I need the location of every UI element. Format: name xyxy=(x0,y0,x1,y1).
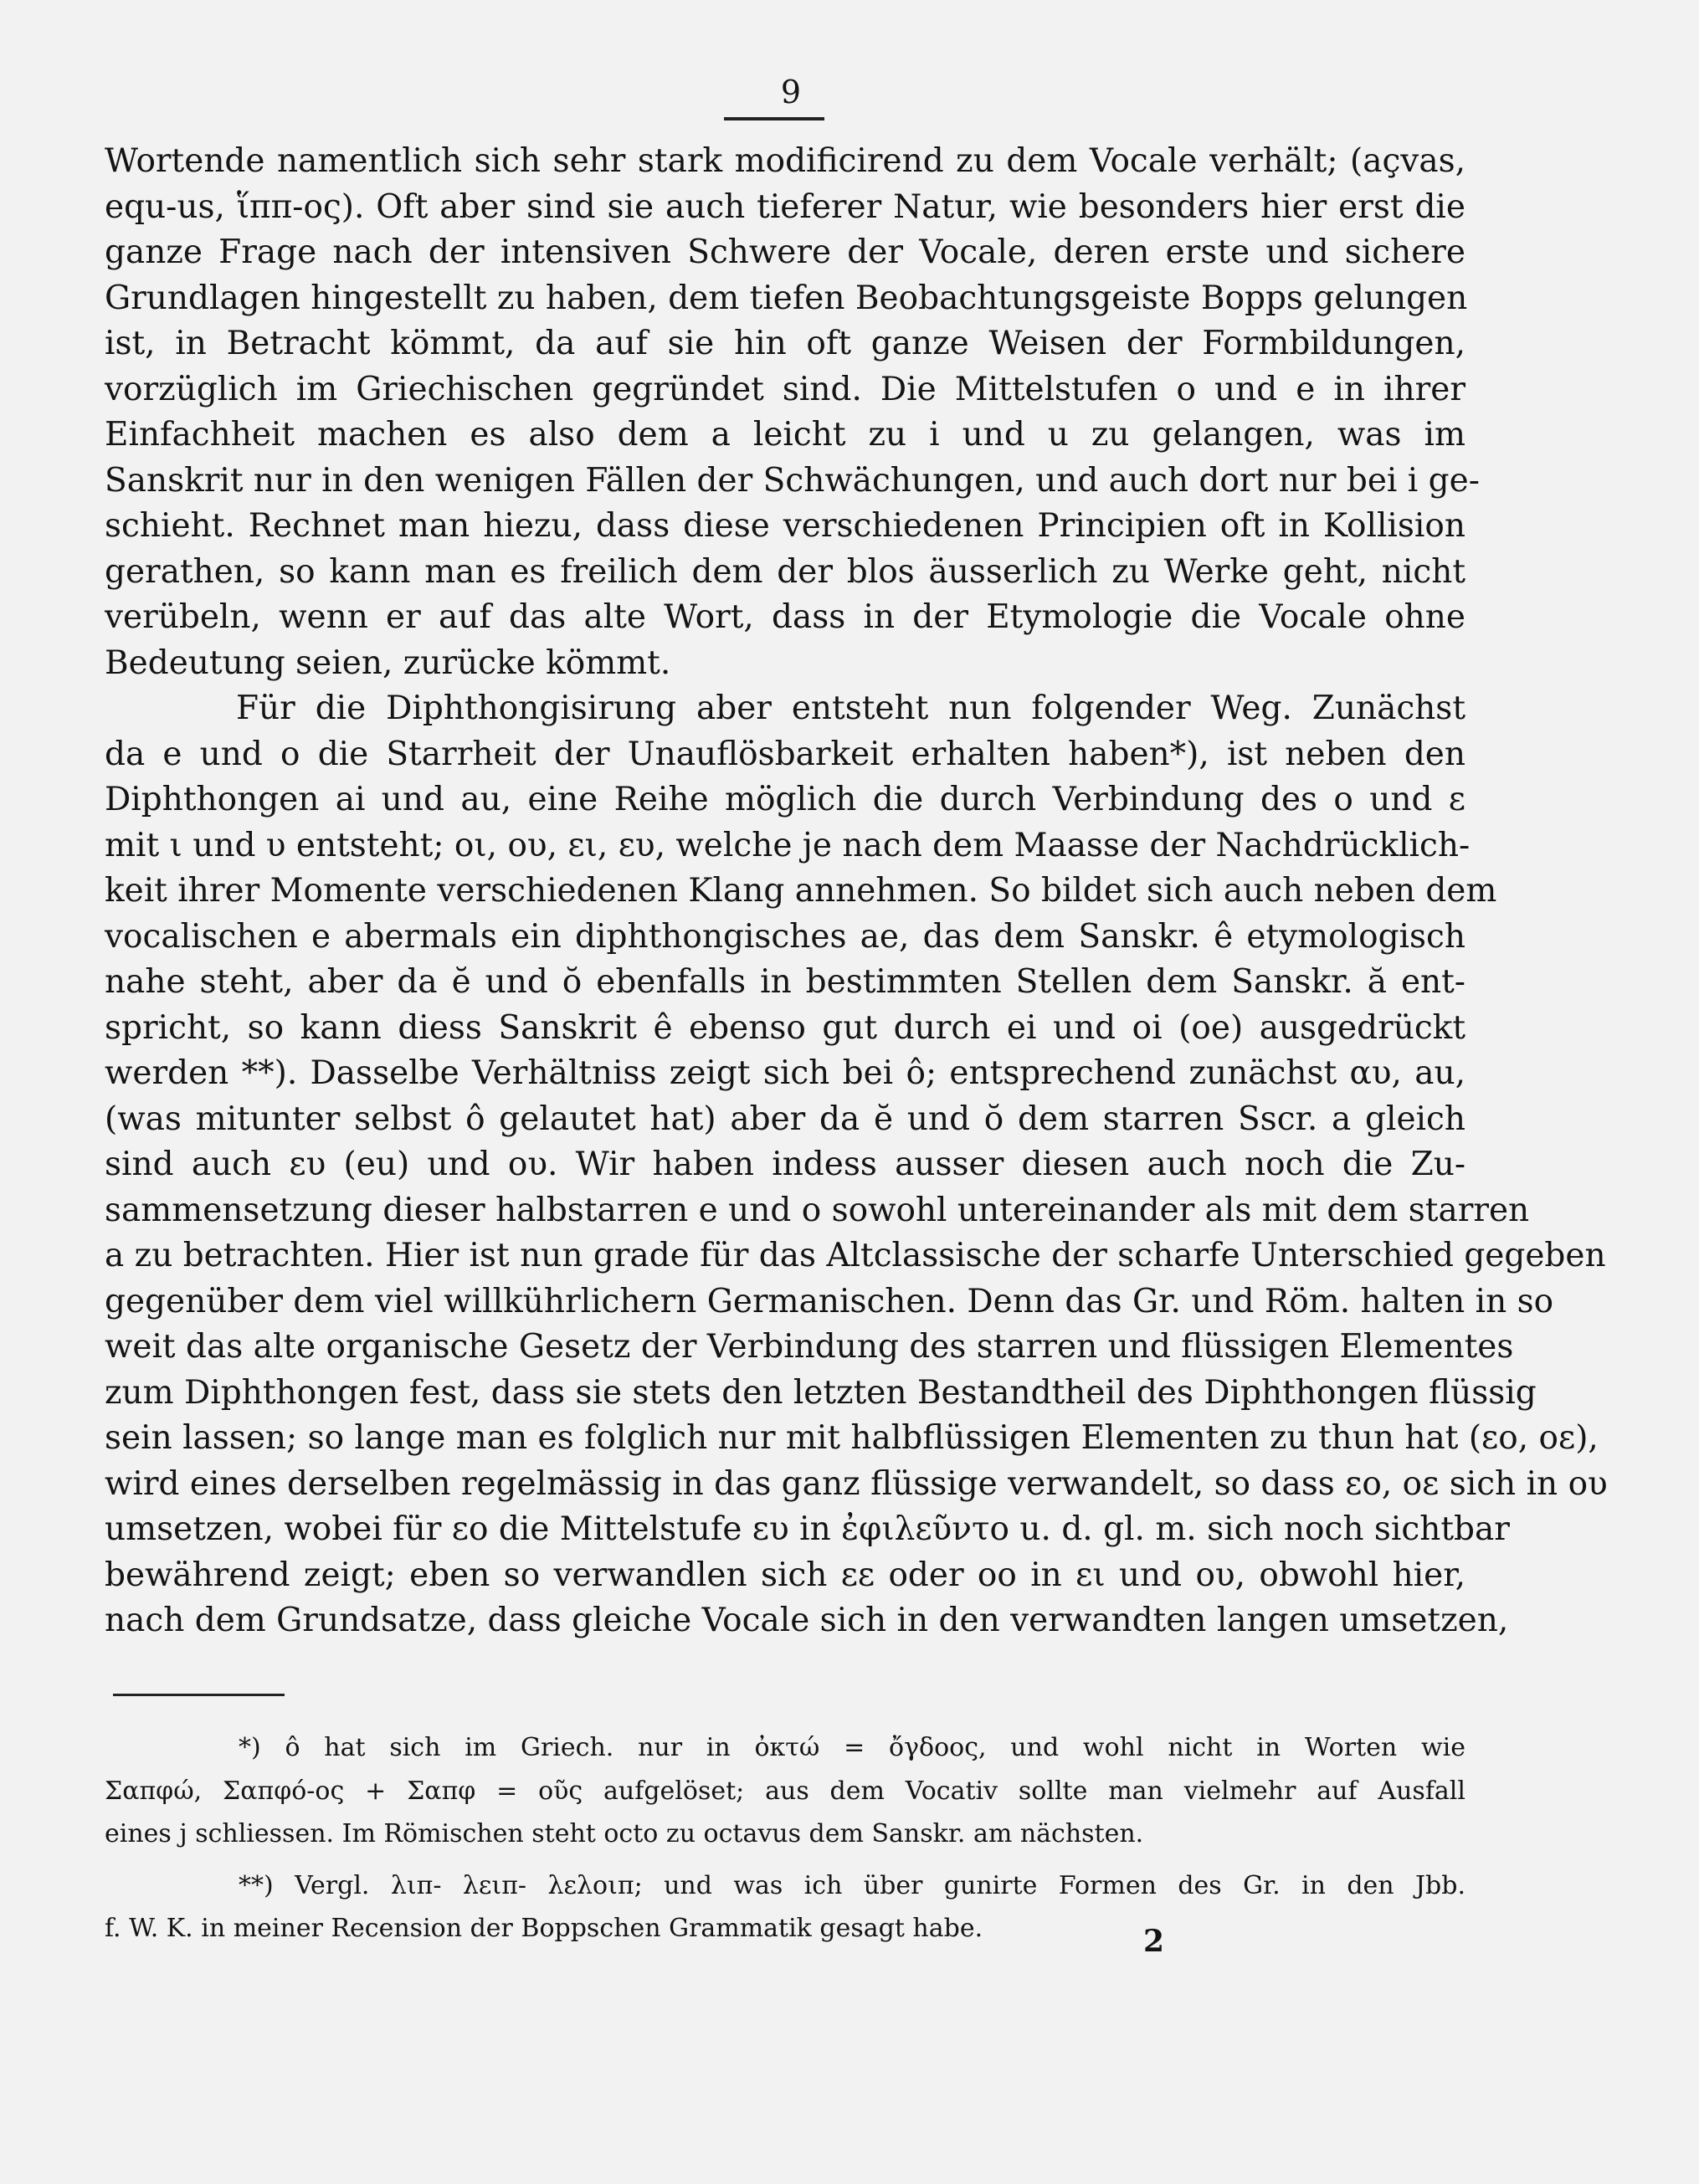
header-rule xyxy=(724,117,824,120)
text-line: keit ihrer Momente verschiedenen Klang annehmen. So bildet sich auch neben dem xyxy=(105,872,1497,910)
text-line: Wortende namentlich sich sehr stark modificirend zu dem Vocale verhält; (açvas, xyxy=(105,142,1465,180)
text-line: mit ι und υ entsteht; οι, ου, ει, ευ, welche je nach dem Maasse der Nachdrücklich- xyxy=(105,826,1471,864)
text-line: nahe steht, aber da ĕ und ŏ ebenfalls in bestimmten Stellen dem Sanskr. ă ent- xyxy=(105,963,1465,1001)
text-line: sein lassen; so lange man es folglich nur mit halbflüssigen Elementen zu thun hat (εο, οε), xyxy=(105,1419,1599,1457)
signature-mark: 2 xyxy=(1143,1924,1165,1959)
text-line: weit das alte organische Gesetz der Verbindung des starren und flüssigen Elementes xyxy=(105,1328,1514,1366)
text-line: a zu betrachten. Hier ist nun grade für das Altclassische der scharfe Unterschied gegeben xyxy=(105,1237,1606,1274)
text-line: Einfachheit machen es also dem a leicht zu i und u zu gelangen, was im xyxy=(105,416,1465,454)
text-line: werden **). Dasselbe Verhältniss zeigt sich bei ô; entsprechend zunächst αυ, au, xyxy=(105,1054,1465,1092)
text-line: gegenüber dem viel willkührlichern Germanischen. Denn das Gr. und Röm. halten in so xyxy=(105,1282,1554,1320)
text-line: ist, in Betracht kömmt, da auf sie hin oft ganze Weisen der Formbildungen, xyxy=(105,325,1465,362)
footnote-rule xyxy=(113,1694,285,1696)
text-line: zum Diphthongen fest, dass sie stets den letzten Bestandtheil des Diphthongen flüssig xyxy=(105,1373,1537,1412)
footnotes xyxy=(105,1726,1465,1951)
text-line: vorzüglich im Griechischen gegründet sind. Die Mittelstufen o und e in ihrer xyxy=(105,370,1465,408)
text-line: da e und o die Starrheit der Unauflösbarkeit erhalten haben*), ist neben den xyxy=(105,735,1465,773)
paragraph-start-line: Für die Diphthongisirung aber entsteht nun folgender Weg. Zunächst xyxy=(236,690,1465,727)
footnote-line: f. W. K. in meiner Recension der Boppschen Grammatik gesagt habe. xyxy=(105,1914,983,1943)
text-line: Diphthongen ai und au, eine Reihe möglich die durch Verbindung des o und ε xyxy=(105,781,1465,818)
text-line: Bedeutung seien, zurücke kömmt. xyxy=(105,643,671,682)
text-line: verübeln, wenn er auf das alte Wort, dass in der Etymologie die Vocale ohne xyxy=(105,598,1465,636)
text-line: ganze Frage nach der intensiven Schwere der Vocale, deren erste und sichere xyxy=(105,233,1465,271)
text-line: equ-us, ἵππ-ος). Oft aber sind sie auch tieferer Natur, wie besonders hier erst die xyxy=(105,187,1465,226)
page-number: 9 xyxy=(780,74,802,110)
footnote-line: Σαπφώ, Σαπφό-ος + Σαπφ = οῦς aufgelöset; aus dem Vocativ sollte man vielmehr auf Ausfall xyxy=(105,1776,1465,1806)
text-line: Sanskrit nur in den wenigen Fällen der Schwächungen, und auch dort nur bei i ge- xyxy=(105,461,1480,500)
text-line: Grundlagen hingestellt zu haben, dem tiefen Beobachtungsgeiste Bopps gelungen xyxy=(105,279,1468,317)
text-line: gerathen, so kann man es freilich dem der blos äusserlich zu Werke geht, nicht xyxy=(105,552,1465,591)
text-line: sammensetzung dieser halbstarren e und o sowohl untereinander als mit dem starren xyxy=(105,1191,1530,1229)
text-line: (was mitunter selbst ô gelautet hat) aber da ĕ und ŏ dem starren Sscr. a gleich xyxy=(105,1100,1465,1138)
text-line: schieht. Rechnet man hiezu, dass diese verschiedenen Principien oft in Kollision xyxy=(105,507,1465,545)
text-line: vocalischen e abermals ein diphthongisches ae, das dem Sanskr. ê etymologisch xyxy=(105,917,1465,956)
footnote-2 xyxy=(105,1864,1465,1951)
footnote-line: **) Vergl. λιπ- λειπ- λελοιπ; und was ich über gunirte Formen des Gr. in den Jbb. xyxy=(239,1870,1465,1900)
text-line: spricht, so kann diess Sanskrit ê ebenso gut durch ei und oi (oe) ausgedrückt xyxy=(105,1008,1465,1047)
text-line: umsetzen, wobei für εο die Mittelstufe ευ in ἐφιλεῦντο u. d. gl. m. sich noch sichtbar xyxy=(105,1510,1510,1548)
footnote-1 xyxy=(105,1726,1465,1856)
text-line: bewährend zeigt; eben so verwandlen sich εε oder οο in ει und ου, obwohl hier, xyxy=(105,1556,1465,1594)
text-line: sind auch ευ (eu) und ου. Wir haben indess ausser diesen auch noch die Zu- xyxy=(105,1146,1465,1183)
footnote-gap xyxy=(105,1856,1465,1864)
footnote-line: eines j schliessen. Im Römischen steht octo zu octavus dem Sanskr. am nächsten. xyxy=(105,1819,1144,1848)
text-line: nach dem Grundsatze, dass gleiche Vocale sich in den verwandten langen umsetzen, xyxy=(105,1602,1509,1639)
text-line: wird eines derselben regelmässig in das ganz flüssige verwandelt, so dass εο, οε sich in ου xyxy=(105,1464,1608,1503)
footnote-line: *) ô hat sich im Griech. nur in ὀκτώ = ὄγδοος, und wohl nicht in Worten wie xyxy=(239,1733,1465,1762)
body-text xyxy=(105,139,1608,1644)
